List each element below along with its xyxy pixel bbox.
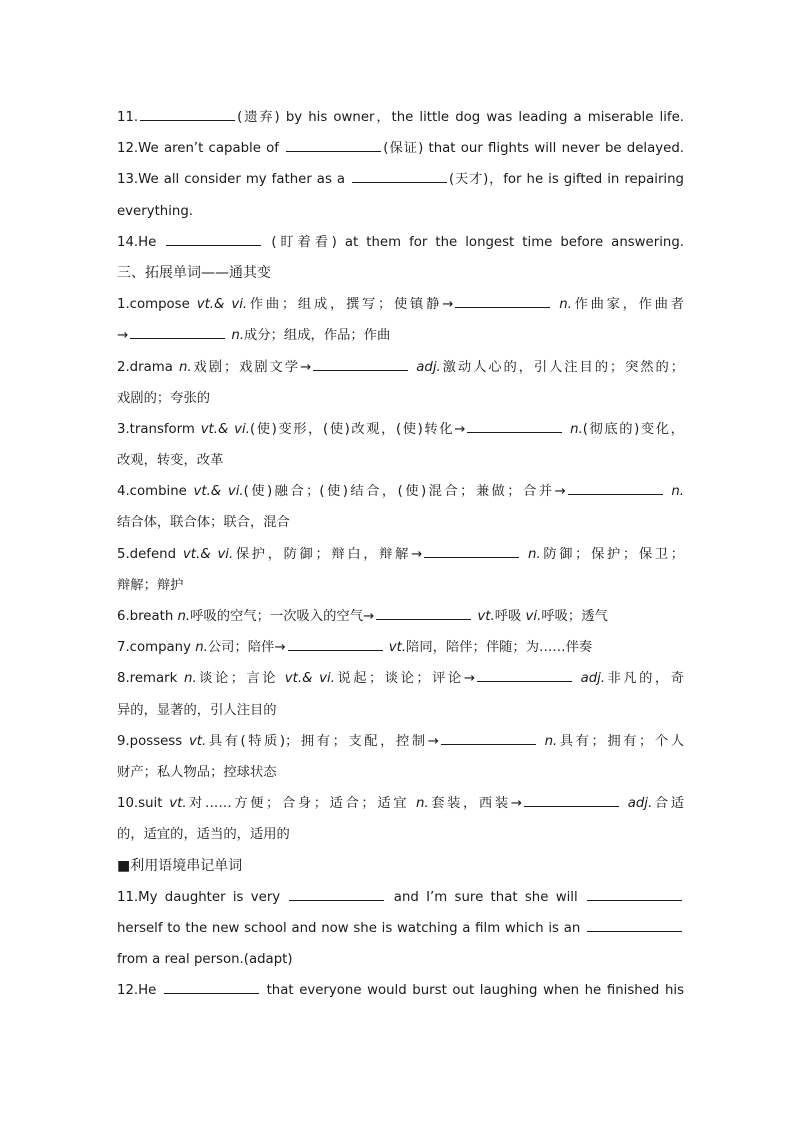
context-line-11-cont: herself to the new school and now she is watching a film which is an: [117, 913, 684, 944]
word-6-breath: 6.breath n.呼吸的空气；一次吸入的空气→ vt.呼吸 vi.呼吸；透气: [117, 609, 608, 624]
answer-blank[interactable]: [441, 732, 536, 745]
exercise-line-13-cont: everything.: [117, 203, 193, 219]
answer-blank[interactable]: [587, 919, 682, 932]
answer-blank[interactable]: [288, 638, 383, 651]
answer-blank[interactable]: [568, 482, 663, 495]
exercise-line-14: 14.He (盯着看) at them for the longest time before answering.: [117, 234, 684, 250]
subsection-heading: ■利用语境串记单词: [117, 857, 243, 874]
word-9-possess: 9.possess vt.具有(特质)；拥有；支配，控制→ n.具有；拥有；个人: [117, 733, 684, 749]
answer-blank[interactable]: [424, 545, 519, 558]
exercise-line-12: 12.We aren’t capable of (保证) that our flights will never be delayed.: [117, 141, 684, 157]
answer-blank[interactable]: [140, 108, 235, 121]
word-3-transform: 3.transform vt.& vi.(使)变形，(使)改观，(使)转化→ n.(彻底的)变化，: [117, 421, 684, 437]
answer-blank[interactable]: [477, 669, 572, 682]
answer-blank[interactable]: [166, 233, 261, 246]
word-1-compose-cont: → n.成分；组成，作品；作曲: [117, 328, 391, 344]
context-line-11: 11.My daughter is very and I’m sure that she will: [117, 882, 684, 913]
word-7-company: 7.company n.公司；陪伴→ vt.陪同，陪伴；伴随；为……伴奏: [117, 640, 593, 656]
answer-blank[interactable]: [376, 607, 471, 620]
word-4-combine-cont: 结合体，联合体；联合，混合: [117, 515, 290, 531]
answer-blank[interactable]: [313, 358, 408, 371]
word-1-compose: 1.compose vt.& vi.作曲；组成，撰写；使镇静→ n.作曲家，作曲者: [117, 297, 684, 313]
word-5-defend: 5.defend vt.& vi.保护，防御；辩白，辩解→ n.防御；保护；保卫；: [117, 546, 684, 562]
answer-blank[interactable]: [587, 888, 682, 901]
answer-blank[interactable]: [467, 420, 562, 433]
word-5-defend-cont: 辩解；辩护: [117, 577, 184, 593]
word-2-drama-cont: 戏剧的；夸张的: [117, 390, 211, 406]
answer-blank[interactable]: [455, 295, 550, 308]
answer-blank[interactable]: [524, 794, 619, 807]
answer-blank[interactable]: [164, 981, 259, 994]
word-4-combine: 4.combine vt.& vi.(使)融合；(使)结合，(使)混合；兼做；合并→ n.: [117, 484, 684, 500]
exercise-line-11: 11. (遗弃) by his owner，the little dog was leading a miserable life.: [117, 110, 684, 125]
word-3-transform-cont: 改观，转变，改革: [117, 453, 224, 469]
answer-blank[interactable]: [352, 170, 447, 183]
word-2-drama: 2.drama n.戏剧；戏剧文学→ adj.激动人心的，引人注目的；突然的；: [117, 359, 684, 375]
context-line-11-end: from a real person.(adapt): [117, 952, 293, 968]
answer-blank[interactable]: [130, 326, 225, 339]
exercise-line-13: 13.We all consider my father as a (天才)，for he is gifted in repairing: [117, 172, 684, 188]
word-8-remark: 8.remark n.谈论；言论 vt.& vi.说起；谈论；评论→ adj.非凡的，奇: [117, 671, 684, 687]
context-line-12: 12.He that everyone would burst out laughing when he finished his: [117, 983, 684, 999]
word-9-possess-cont: 财产；私人物品；控球状态: [117, 764, 277, 780]
section-heading: 三、拓展单词——通其变: [117, 264, 271, 281]
answer-blank[interactable]: [286, 139, 381, 152]
word-8-remark-cont: 异的，显著的，引人注目的: [117, 702, 277, 718]
word-10-suit: 10.suit vt.对……方便；合身；适合；适宜 n.套装，西装→ adj.合适: [117, 796, 684, 812]
answer-blank[interactable]: [289, 888, 384, 901]
word-10-suit-cont: 的，适宜的，适当的，适用的: [117, 827, 290, 843]
